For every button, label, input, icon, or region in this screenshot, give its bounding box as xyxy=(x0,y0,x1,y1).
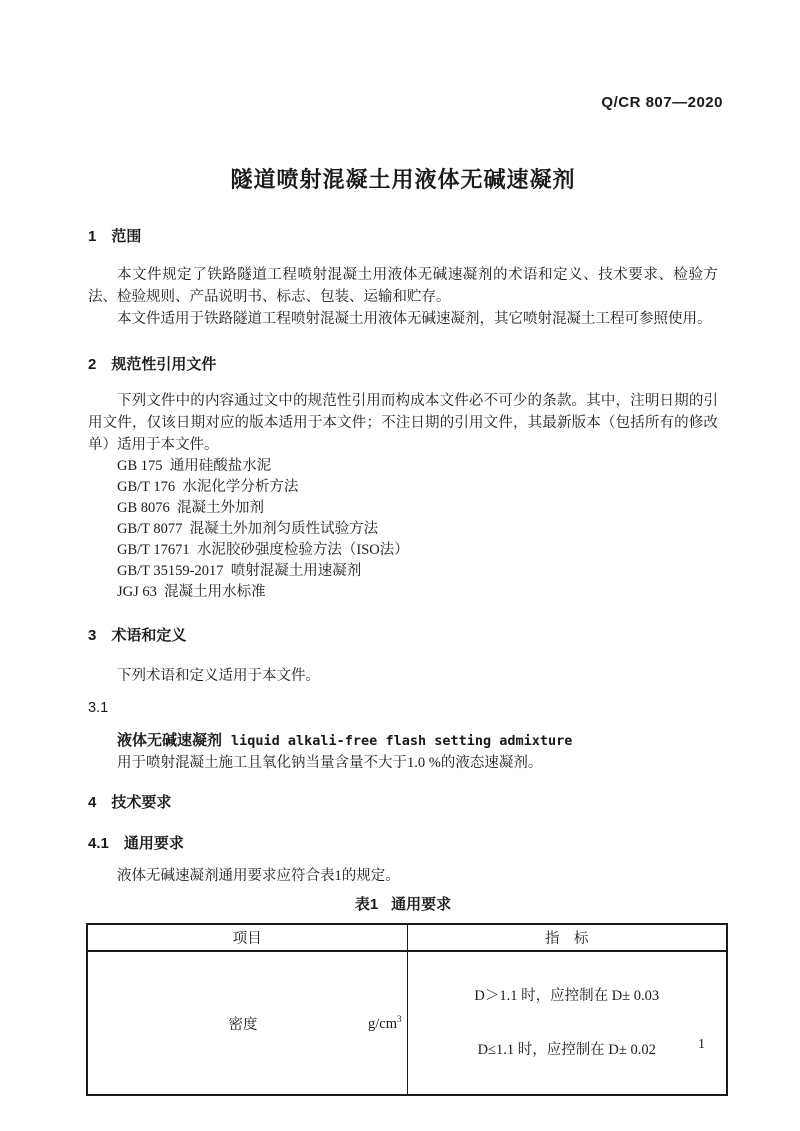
section-1-title: 范围 xyxy=(111,228,142,245)
table-1-general-requirements xyxy=(86,923,728,1096)
reference-item: GB/T 17671 水泥胶砂强度检验方法（ISO法） xyxy=(117,542,409,558)
section-1-heading xyxy=(88,226,718,248)
table-1-caption xyxy=(88,895,718,915)
table-header-row xyxy=(87,924,727,951)
page-number: 1 xyxy=(698,1037,705,1052)
section-4-number: 4 xyxy=(88,794,97,811)
density-unit: $g/cm^3$ xyxy=(368,1013,402,1032)
reference-item: GB/T 176 水泥化学分析方法 xyxy=(117,479,299,495)
page-content xyxy=(88,0,718,1096)
density-spec-line-2: D≤1.1 时，应控制在 D± 0.02 xyxy=(477,1042,656,1058)
section-2-title: 规范性引用文件 xyxy=(111,356,217,373)
section-3-heading xyxy=(88,625,718,647)
density-index-cell xyxy=(407,951,727,1095)
section-1-number: 1 xyxy=(88,228,97,245)
table-1-caption-number: 表1 xyxy=(354,896,379,913)
table-row-density xyxy=(87,951,727,1095)
clause-number-3-1: 3.1 xyxy=(88,700,109,716)
section-3-title: 术语和定义 xyxy=(111,627,187,644)
term-english: liquid alkali-free flash setting admixture xyxy=(231,733,573,749)
terms-intro: 下列术语和定义适用于本文件。 xyxy=(117,668,320,684)
density-label: 密度 xyxy=(228,1016,258,1033)
section-4-1-heading xyxy=(88,833,718,855)
section-4-title: 技术要求 xyxy=(111,794,172,811)
reference-item: GB 175 通用硅酸盐水泥 xyxy=(117,458,272,474)
term-definition-text: 用于喷射混凝土施工且氧化钠当量含量不大于1.0 %的液态速凝剂。 xyxy=(117,755,543,771)
section-3-number: 3 xyxy=(88,627,97,644)
reference-item: GB/T 35159-2017 喷射混凝土用速凝剂 xyxy=(117,563,362,579)
reference-item: GB/T 8077 混凝土外加剂匀质性试验方法 xyxy=(117,521,379,537)
reference-list xyxy=(88,456,718,603)
section-2-number: 2 xyxy=(88,356,97,373)
requirements-paragraph: 液体无碱速凝剂通用要求应符合表1的规定。 xyxy=(117,868,400,884)
density-item-cell xyxy=(87,951,407,1095)
reference-item: GB 8076 混凝土外加剂 xyxy=(117,500,265,516)
term-definition-heading xyxy=(88,730,718,752)
reference-item: JGJ 63 混凝土用水标准 xyxy=(117,584,266,600)
density-spec-line-1: D＞1.1 时，应控制在 D± 0.03 xyxy=(474,988,660,1004)
section-4-1-title: 通用要求 xyxy=(123,835,184,852)
document-title: 隧道喷射混凝土用液体无碱速凝剂 xyxy=(230,167,576,192)
table-header-item: 项目 xyxy=(87,924,407,951)
scope-paragraph-2: 本文件适用于铁路隧道工程喷射混凝土用液体无碱速凝剂，其它喷射混凝土工程可参照使用。 xyxy=(117,311,712,327)
section-2-heading xyxy=(88,354,718,376)
table-1-caption-text: 通用要求 xyxy=(391,896,452,913)
section-4-heading xyxy=(88,792,718,814)
normative-refs-paragraph: 下列文件中的内容通过文中的规范性引用而构成本文件必不可少的条款。其中，注明日期的引用文件，仅该日期对应的版本适用于本文件；不注日期的引用文件，其最新版本（包括所有的修改单）适用于本文件。 xyxy=(88,393,718,453)
term-chinese: 液体无碱速凝剂 xyxy=(117,732,223,749)
doc-number: Q/CR 807—2020 xyxy=(601,94,723,111)
table-header-index: 指 标 xyxy=(407,924,727,951)
section-4-1-number: 4.1 xyxy=(88,835,109,852)
scope-paragraph-1: 本文件规定了铁路隧道工程喷射混凝土用液体无碱速凝剂的术语和定义、技术要求、检验方法、检验规则、产品说明书、标志、包装、运输和贮存。 xyxy=(88,267,718,305)
